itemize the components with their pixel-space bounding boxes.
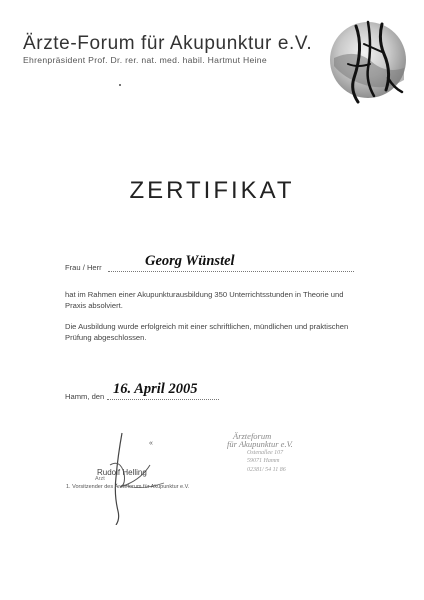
- signer-role: 1. Vorsitzender des Ärzteforum für Akupunktur e.V.: [66, 484, 190, 490]
- signer-title: Arzt: [95, 476, 105, 482]
- date-dotted-line: [107, 399, 219, 400]
- stamp-line-2: für Akupunktur e.V.: [227, 439, 293, 450]
- certificate-title: ZERTIFIKAT: [129, 177, 295, 204]
- completion-paragraph: hat im Rahmen einer Akupunkturausbildung 350 Unterrichtsstunden in Theorie und Praxis absolviert.: [65, 290, 344, 310]
- stamp-line-5: 02381/ 54 11 86: [247, 466, 286, 473]
- honorary-president-line: Ehrenpräsident Prof. Dr. rer. nat. med. habil. Hartmut Heine: [23, 55, 267, 65]
- signer-name: Rudolf Helling: [97, 468, 147, 477]
- association-stamp: [227, 432, 337, 474]
- stamp-line-4: 59071 Hamm: [247, 458, 280, 465]
- speck: [119, 84, 121, 86]
- salutation-label: Frau / Herr: [65, 263, 102, 272]
- signature-mark: «: [149, 440, 153, 447]
- exam-paragraph: Die Ausbildung wurde erfolgreich mit einer schriftlichen, mündlichen und praktischen Prüfung abgeschlossen.: [65, 322, 349, 342]
- organization-name: Ärzte-Forum für Akupunktur e.V.: [23, 33, 313, 54]
- recipient-name: Georg Wünstel: [145, 253, 235, 269]
- issue-date: 16. April 2005: [113, 381, 198, 397]
- acupuncture-logo: [328, 18, 408, 106]
- name-dotted-line: [108, 271, 354, 272]
- stamp-line-3: Ostenallee 107: [247, 449, 284, 456]
- stamp-line-1: Ärzteforum: [233, 431, 272, 441]
- place-label: Hamm, den: [65, 392, 105, 401]
